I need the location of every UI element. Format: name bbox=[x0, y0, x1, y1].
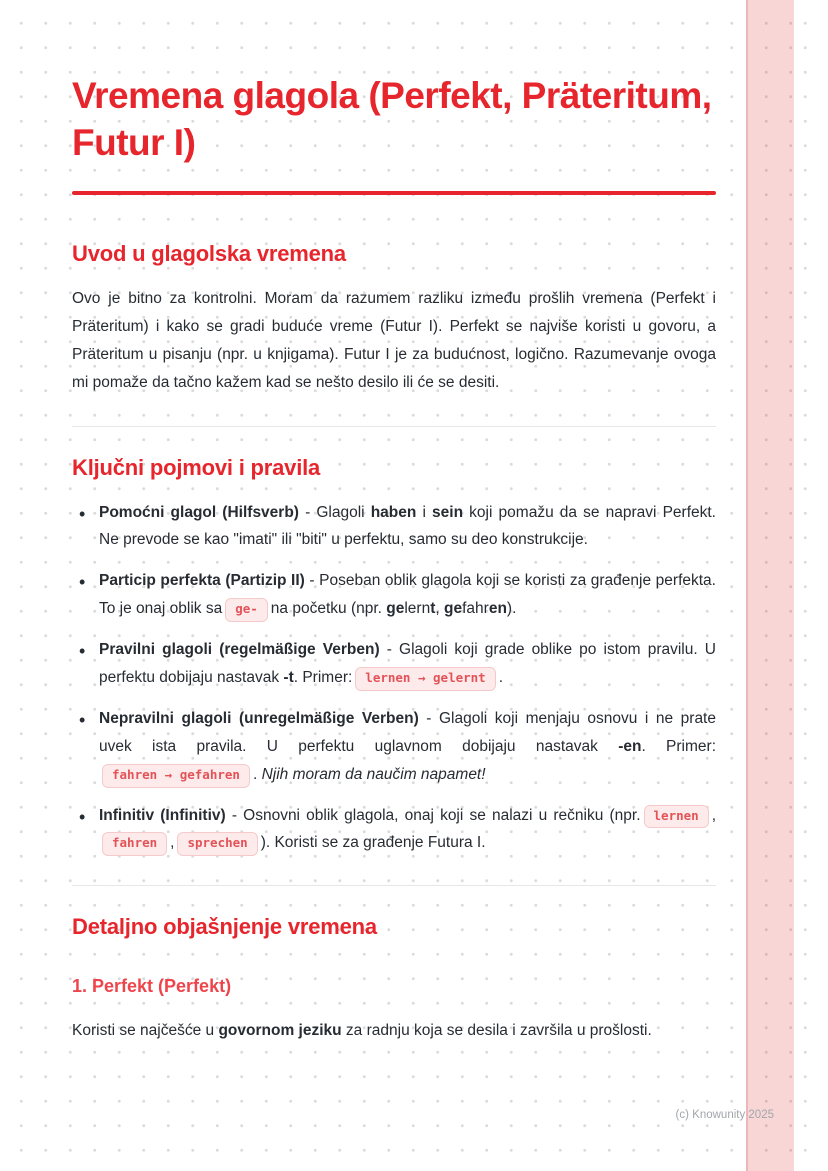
details-heading: Detaljno objašnjenje vremena bbox=[72, 914, 377, 940]
bold-run: Particip perfekta (Partizip II) bbox=[99, 572, 305, 590]
intro-paragraph: Ovo je bitno za kontrolni. Moram da razumem razliku između prošlih vremena (Perfekt i Präteritum) i kako se gradi buduće vreme (Futur I). Perfekt se najviše koristi u govoru, a Präteritum u pisanju (npr. u knjigama). Futur I je za budućnost, logično. Razumevanje ovoga mi pomaže da tačno kažem kad se nešto desilo ili će se desiti. bbox=[72, 289, 716, 392]
text-run: . bbox=[498, 668, 504, 686]
text-run: , bbox=[711, 806, 716, 824]
text-run: ). Koristi se za građenje Futura I. bbox=[260, 834, 486, 852]
bold-run: sein bbox=[432, 503, 464, 521]
list-item bbox=[78, 499, 716, 555]
copyright-note: (c) Knowunity 2025 bbox=[675, 1109, 774, 1121]
key-terms-heading: Ključni pojmovi i pravila bbox=[72, 454, 321, 480]
code-chip: fahren → gefahren bbox=[102, 764, 250, 788]
text-run: za radnju koja se desila i završila u prošlosti. bbox=[341, 1022, 652, 1040]
bold-run: -en bbox=[618, 737, 642, 755]
bold-run: ge bbox=[444, 600, 463, 618]
text-run: na početku (npr. bbox=[270, 600, 387, 618]
code-chip: ge- bbox=[225, 598, 268, 622]
bold-run: t bbox=[430, 600, 436, 618]
text-run: - Glagoli bbox=[298, 503, 371, 521]
text-run: ). bbox=[506, 600, 517, 618]
section-key-terms bbox=[72, 455, 716, 858]
section-divider bbox=[72, 426, 716, 427]
section-details bbox=[72, 914, 716, 1045]
code-chip: lernen bbox=[644, 805, 709, 829]
text-run: - Glagoli koji menjaju osnovu i ne prate uvek ista pravila. U perfektu uglavnom dobijaju nastavak bbox=[99, 709, 716, 755]
list-item bbox=[78, 567, 716, 623]
list-item bbox=[78, 636, 716, 692]
key-terms-list bbox=[72, 499, 716, 858]
text-run: fahr bbox=[462, 600, 489, 618]
bold-run: Pomoćni glagol (Hilfsverb) bbox=[99, 503, 299, 521]
perfekt-subheading: 1. Perfekt (Perfekt) bbox=[72, 976, 232, 997]
title-underline bbox=[72, 191, 716, 195]
code-chip: sprechen bbox=[177, 832, 257, 856]
bold-run: Nepravilni glagoli (unregelmäßige Verben) bbox=[99, 709, 419, 727]
bold-run: ge bbox=[386, 600, 405, 618]
bold-run: Infinitiv (Infinitiv) bbox=[99, 806, 226, 824]
bold-run: Pravilni glagoli (regelmäßige Verben) bbox=[99, 641, 380, 659]
code-chip: fahren bbox=[102, 832, 167, 856]
section-divider bbox=[72, 885, 716, 886]
italic-run: Njih moram da naučim napamet! bbox=[261, 765, 486, 783]
list-item bbox=[78, 802, 716, 858]
text-run: koji pomažu da se napravi Perfekt. Ne prevode se kao "imati" ili "biti" u perfektu, samo su deo konstrukcije. bbox=[99, 503, 716, 549]
text-run: - Glagoli koji grade oblike po istom pravilu. U perfektu dobijaju nastavak bbox=[99, 641, 716, 686]
intro-heading: Uvod u glagolska vremena bbox=[72, 240, 346, 266]
perfekt-paragraph bbox=[72, 1017, 716, 1045]
text-run: - Poseban oblik glagola koji se koristi za građenje perfekta. To je onaj oblik sa bbox=[99, 572, 716, 618]
code-chip: lernen → gelernt bbox=[355, 667, 495, 691]
section-intro bbox=[72, 241, 716, 398]
bold-run: govornom jeziku bbox=[218, 1022, 342, 1040]
text-run: - Osnovni oblik glagola, onaj koji se nalazi u rečniku (npr. bbox=[225, 806, 641, 824]
text-run: . Primer: bbox=[293, 668, 353, 686]
text-run: Koristi se najčešće u bbox=[72, 1022, 219, 1040]
bold-run: haben bbox=[370, 503, 417, 521]
text-run: . Primer: bbox=[641, 737, 716, 755]
text-run: lern bbox=[404, 600, 431, 618]
bold-run: en bbox=[488, 600, 507, 618]
text-run: . bbox=[252, 765, 262, 783]
list-item bbox=[78, 705, 716, 789]
text-run: , bbox=[435, 600, 445, 618]
text-run: i bbox=[416, 503, 433, 521]
text-run: , bbox=[170, 834, 175, 852]
bold-run: -t bbox=[283, 668, 294, 686]
page-title: Vremena glagola (Perfekt, Präteritum, Futur I) bbox=[72, 75, 712, 164]
